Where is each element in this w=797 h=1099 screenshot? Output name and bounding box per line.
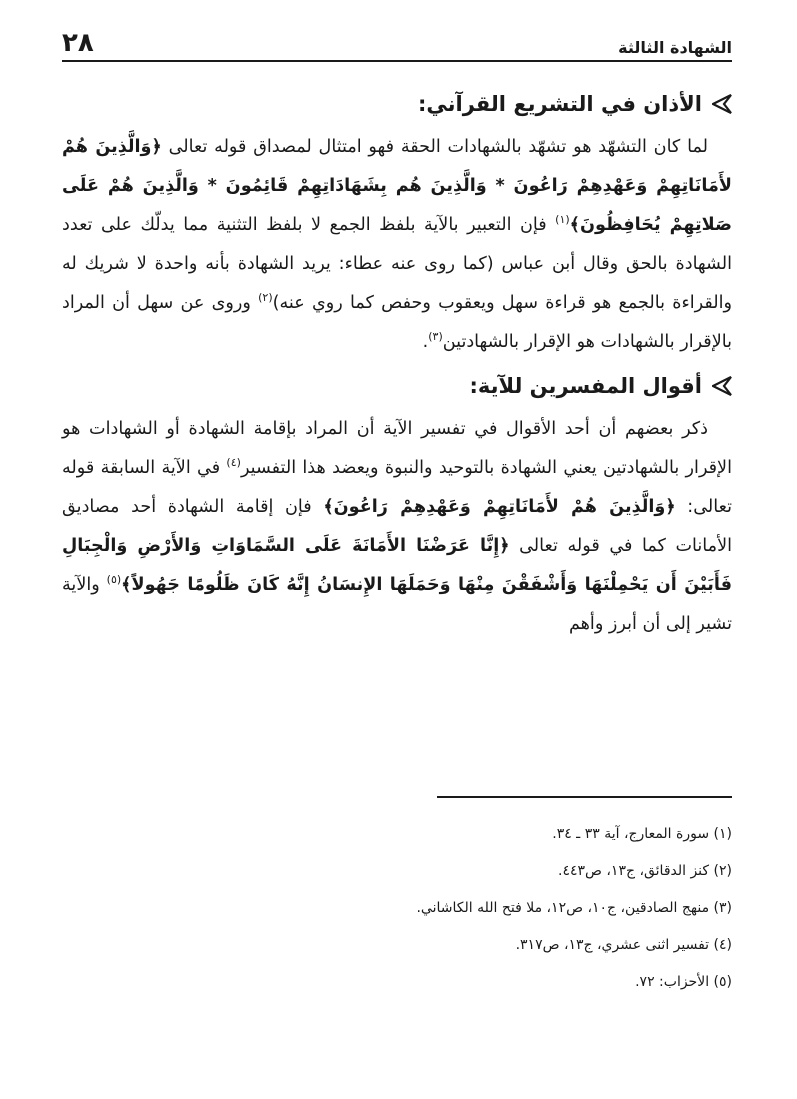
quran-verse: ﴿وَالَّذِينَ هُمْ لأَمَانَاتِهِمْ وَعَهْدِهِمْ رَاعُونَ﴾ [323, 497, 676, 517]
arrowhead-icon [712, 375, 732, 397]
text-run: ذكر بعضهم أن أحد الأقوال في تفسير الآية أن المراد بإقامة الشهادة أو الشهادات هو الإقرار بالشهادتين يعني الشهادة بالتوحيد والنبوة ويعضد هذا التفسير [62, 419, 732, 478]
main-content [62, 80, 732, 644]
arrowhead-icon [712, 93, 732, 115]
footnote-separator [437, 796, 732, 798]
footnote-ref: (٢) [258, 291, 273, 305]
quran-verse: ﴿وَالَّذِينَ هُمْ لأَمَانَاتِهِمْ وَعَهْدِهِمْ رَاعُونَ * وَالَّذِينَ هُم بِشَهَادَاتِهِمْ قَائِمُونَ * وَالَّذِينَ هُمْ عَلَى صَلاتِهِمْ يُحَافِظُونَ﴾ [62, 137, 732, 235]
footnote-item: (٥) الأحزاب: ٧٢. [635, 974, 732, 990]
footnotes [62, 816, 732, 1001]
section-heading-text: الأذان في التشريع القرآني: [418, 92, 702, 116]
quran-verse: ﴿إِنَّا عَرَضْنَا الأَمَانَةَ عَلَى السَّمَاوَاتِ وَالأَرْضِ وَالْجِبَالِ فَأَبَيْنَ أَن يَحْمِلْنَهَا وَأَشْفَقْنَ مِنْهَا وَحَمَلَهَا الإِنسَانُ إِنَّهُ كَانَ ظَلُومًا جَهُولاً﴾ [62, 536, 732, 595]
footnote-ref: (٣) [428, 330, 443, 344]
text-run: في الآية السابقة قوله تعالى: [62, 458, 732, 517]
text-run: فإن التعبير بالآية بلفظ الجمع لا بلفظ التثنية مما يدلّك على تعدد الشهادة بالحق وقال أبن عباس (كما روى عنه عطاء: يريد الشهادة بأنه واحدة لا شريك له والقراءة بالجمع هو قراءة سهل ويعقوب وحفص كما روي عنه) [62, 215, 732, 313]
footnote-item: (٢) كنز الدقائق، ج١٣، ص٤٤٣. [558, 863, 732, 879]
footnote-ref: (٥) [106, 573, 122, 587]
text-run: وروى عن سهل أن المراد بالإقرار بالشهادات هو الإقرار بالشهادتين [62, 293, 732, 352]
text-run: . [422, 332, 429, 352]
section-heading-mufassirin [62, 364, 732, 408]
section-heading-text: أقوال المفسرين للآية: [469, 374, 702, 398]
section-heading-adhan [62, 82, 732, 126]
paragraph-mufassirin [62, 410, 732, 644]
page-number: ٢٨ [62, 28, 94, 58]
running-title: الشهادة الثالثة [618, 38, 732, 57]
footnote-ref: (١) [555, 213, 570, 227]
page-header [62, 28, 732, 62]
paragraph-adhan [62, 128, 732, 362]
footnote-item: (١) سورة المعارج، آية ٣٣ ـ ٣٤. [552, 826, 732, 842]
footnote-item: (٤) تفسير اثنى عشري، ج١٣، ص٣١٧. [515, 937, 732, 953]
footnote-ref: (٤) [226, 456, 241, 470]
text-run: لما كان التشهّد هو تشهّد بالشهادات الحقة فهو امتثال لمصداق قوله تعالى [161, 137, 708, 157]
text-run: والآية تشير إلى أن أبرز وأهم [62, 575, 732, 634]
text-run: فإن إقامة الشهادة أحد مصاديق الأمانات كما في قوله تعالى [62, 497, 732, 556]
footnote-item: (٣) منهج الصادقين، ج١٠، ص١٢، ملا فتح الله الكاشاني. [416, 900, 732, 916]
